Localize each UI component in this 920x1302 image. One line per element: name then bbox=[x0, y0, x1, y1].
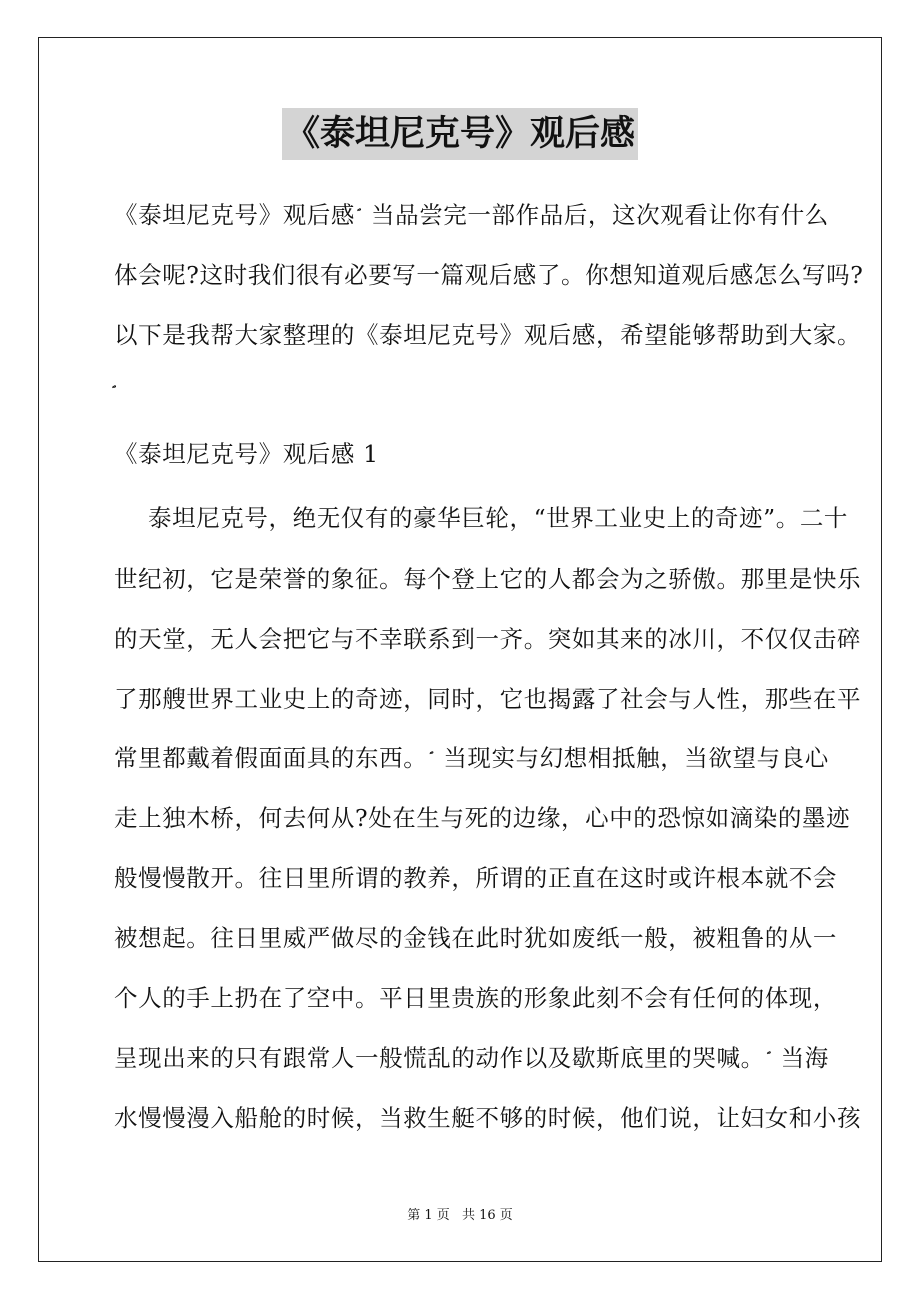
body-line-2: 世纪初，它是荣誉的象征。每个登上它的人都会为之骄傲。那里是快乐 bbox=[114, 565, 862, 593]
body-line-6: 走上独木桥，何去何从?处在生与死的边缘，心中的恐惊如滴染的墨迹 bbox=[114, 804, 851, 832]
body-line-5 bbox=[114, 743, 829, 773]
intro-line-3: 以下是我帮大家整理的《泰坦尼克号》观后感，希望能够帮助到大家。 bbox=[114, 321, 862, 349]
body-line-5-text-b: 当现实与幻想相抵触，当欲望与良心 bbox=[443, 744, 829, 772]
intro-line-1-text-b: 当品尝完一部作品后，这次观看让你有什么 bbox=[371, 201, 829, 229]
body-line-7: 般慢慢散开。往日里所谓的教养，所谓的正直在这时或许根本就不会 bbox=[114, 864, 837, 892]
body-line-11: 水慢慢漫入船舱的时候，当救生艇不够的时候，他们说，让妇女和小孩 bbox=[114, 1104, 862, 1132]
title-container bbox=[0, 108, 920, 160]
body-line-9: 个人的手上扔在了空中。平日里贵族的形象此刻不会有任何的体现， bbox=[114, 984, 837, 1012]
page-footer bbox=[0, 1208, 920, 1224]
intro-line-1 bbox=[114, 200, 829, 230]
intro-line-2: 体会呢?这时我们很有必要写一篇观后感了。你想知道观后感怎么写吗? bbox=[114, 261, 864, 289]
page-total: 共 16 页 bbox=[461, 1208, 513, 1223]
body-line-10-text-a: 呈现出来的只有跟常人一般慌乱的动作以及歇斯底里的哭喊。 bbox=[114, 1044, 765, 1072]
body-line-10 bbox=[114, 1043, 829, 1073]
body-line-1: 泰坦尼克号，绝无仅有的豪华巨轮，“世界工业史上的奇迹”。二十 bbox=[148, 504, 849, 532]
body-line-10-text-b: 当海 bbox=[780, 1044, 829, 1072]
body-line-5-text-a: 常里都戴着假面面具的东西。 bbox=[114, 744, 428, 772]
intro-line-1-text-a: 《泰坦尼克号》观后感 bbox=[114, 201, 355, 229]
body-line-3: 的天堂，无人会把它与不幸联系到一齐。突如其来的冰川，不仅仅击碎 bbox=[114, 625, 862, 653]
section-heading: 《泰坦尼克号》观后感 1 bbox=[114, 440, 379, 468]
body-line-8: 被想起。往日里威严做尽的金钱在此时犹如废纸一般，被粗鲁的从一 bbox=[114, 924, 837, 952]
document-title: 《泰坦尼克号》观后感 bbox=[282, 108, 638, 160]
body-line-4: 了那艘世界工业史上的奇迹，同时，它也揭露了社会与人性，那些在平 bbox=[114, 685, 862, 713]
page-number: 第 1 页 bbox=[407, 1208, 450, 1223]
